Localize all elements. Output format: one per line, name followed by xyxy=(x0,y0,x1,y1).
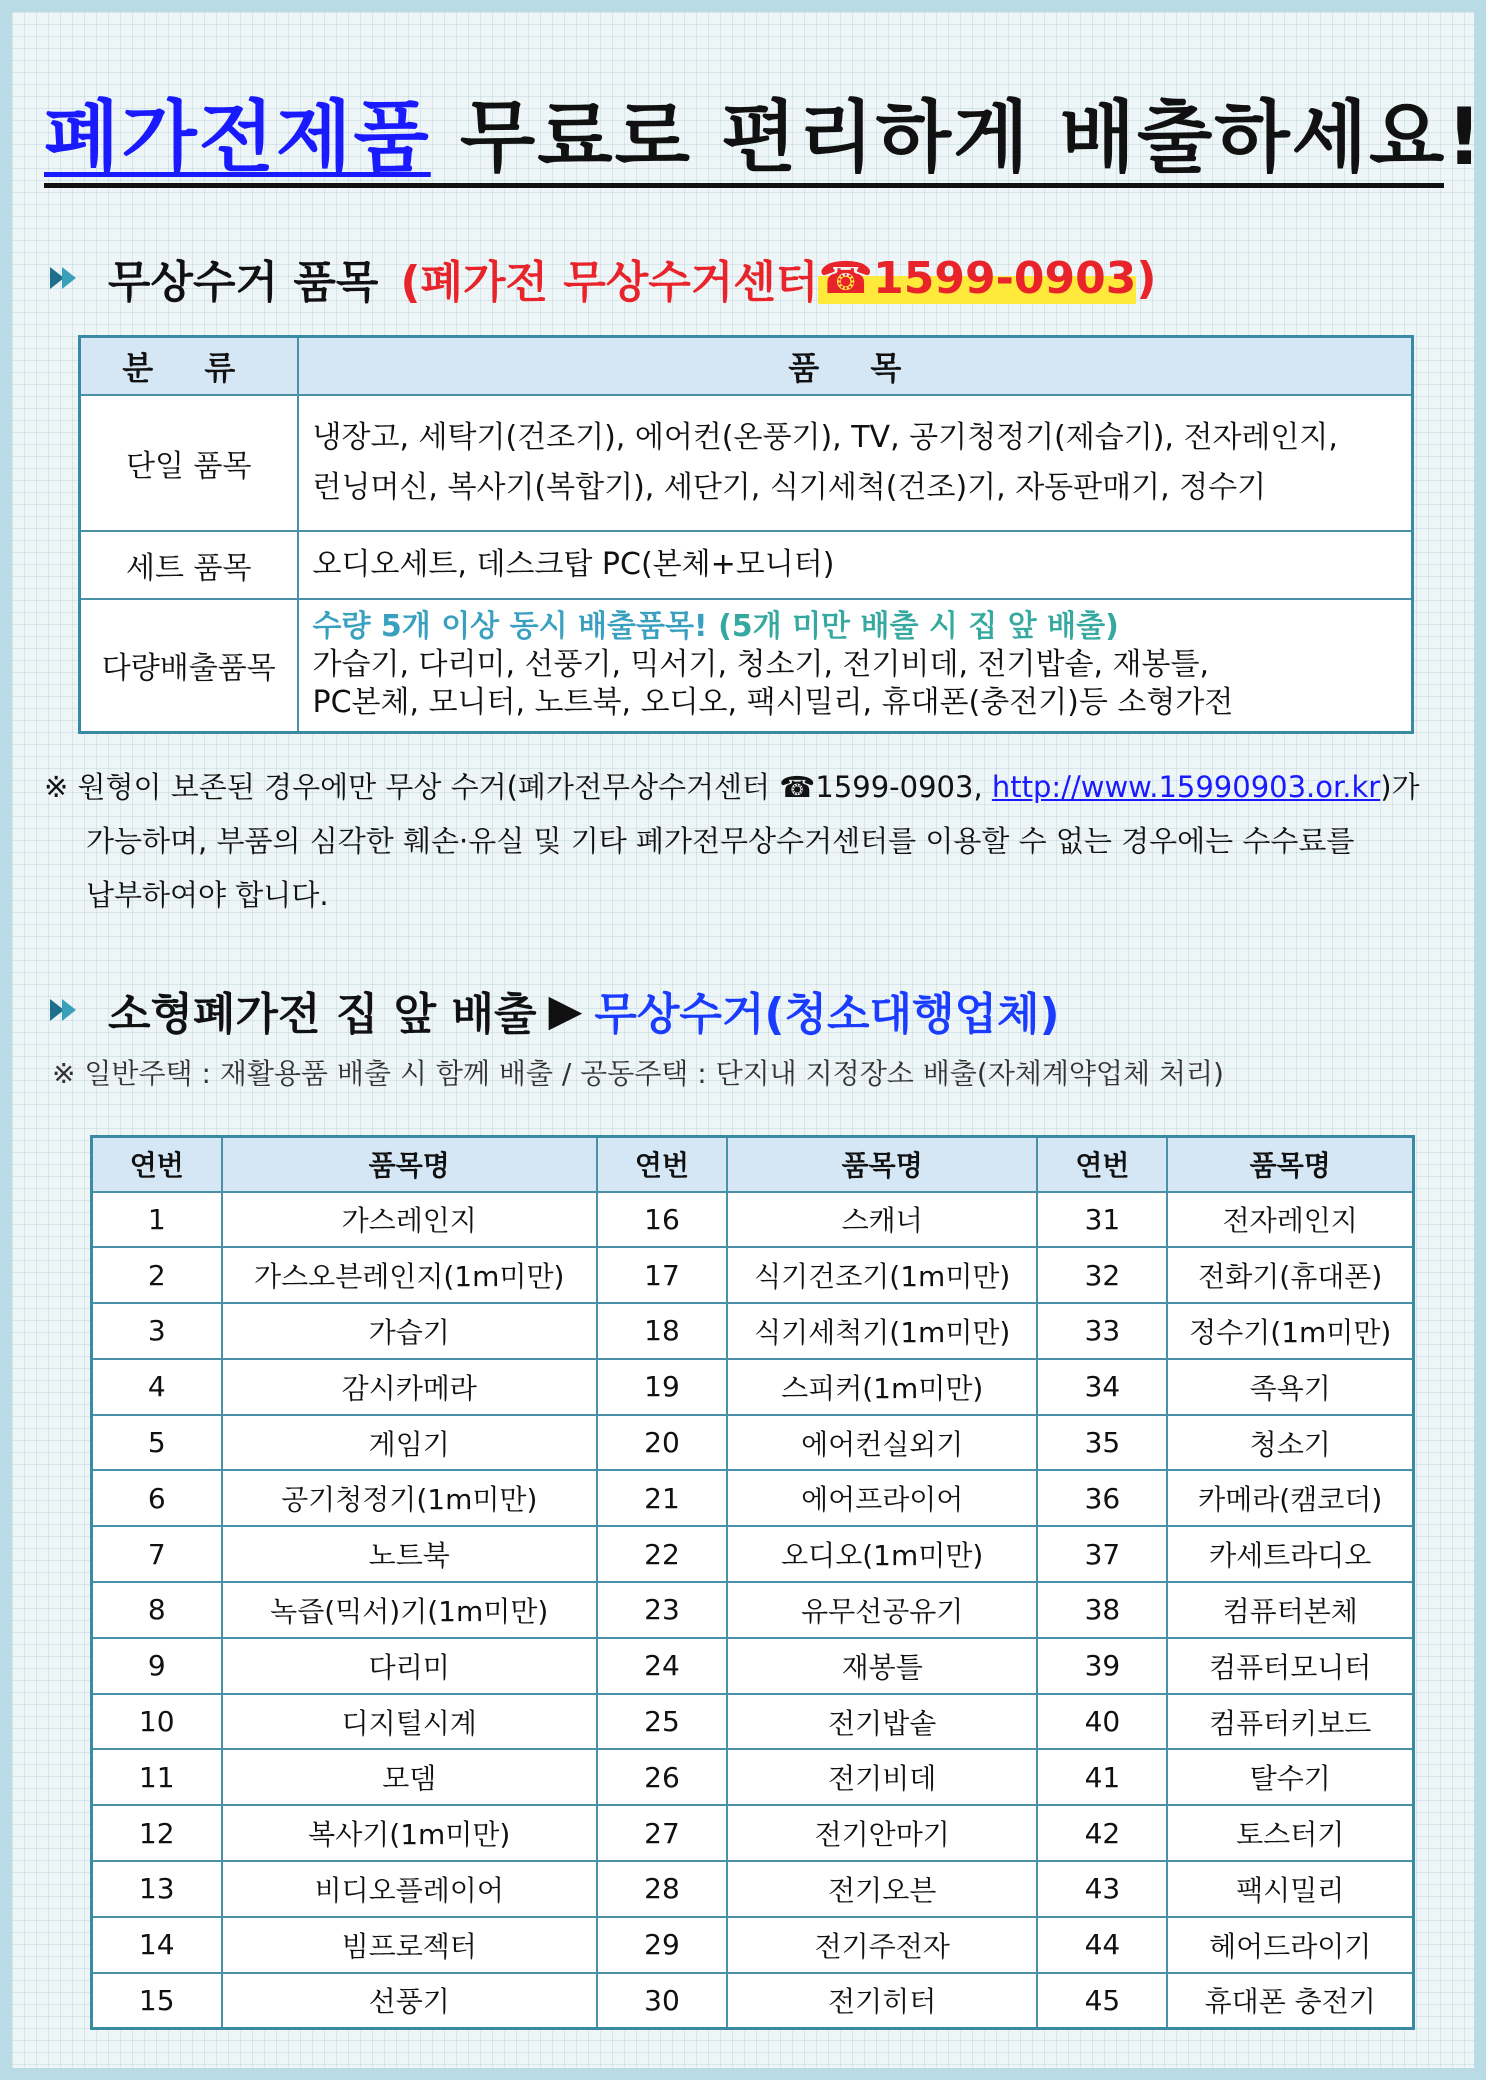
center-phone: 1599-0903 xyxy=(873,252,1137,304)
item-number: 40 xyxy=(1037,1694,1167,1750)
table-row xyxy=(92,1694,1414,1750)
section2-heading xyxy=(48,980,1060,1040)
section2-highlight: 무상수거(청소대행업체) xyxy=(594,989,1060,1040)
item-number: 11 xyxy=(92,1749,222,1805)
item-name: 팩시밀리 xyxy=(1167,1861,1413,1917)
table-row xyxy=(92,1582,1414,1638)
item-number: 16 xyxy=(597,1192,727,1248)
small-appliance-table xyxy=(90,1135,1415,2030)
item-name: 가습기 xyxy=(222,1303,597,1359)
item-name: 정수기(1m미만) xyxy=(1167,1303,1413,1359)
items-line: 냉장고, 세탁기(건조기), 에어컨(온풍기), TV, 공기청정기(제습기), 전자레인지, xyxy=(312,419,1338,455)
item-number: 32 xyxy=(1037,1247,1167,1303)
item-number: 20 xyxy=(597,1415,727,1471)
bulk-note: (5개 미만 배출 시 집 앞 배출) xyxy=(707,609,1119,645)
item-number: 34 xyxy=(1037,1359,1167,1415)
item-name: 에어컨실외기 xyxy=(727,1415,1037,1471)
item-name: 전기밥솥 xyxy=(727,1694,1037,1750)
item-name: 유무선공유기 xyxy=(727,1582,1037,1638)
item-number: 41 xyxy=(1037,1749,1167,1805)
item-name: 오디오(1m미만) xyxy=(727,1526,1037,1582)
items-line: 런닝머신, 복사기(복합기), 세단기, 식기세척(건조)기, 자동판매기, 정수기 xyxy=(312,469,1267,505)
item-number: 38 xyxy=(1037,1582,1167,1638)
item-name: 탈수기 xyxy=(1167,1749,1413,1805)
item-name: 청소기 xyxy=(1167,1415,1413,1471)
items-cell xyxy=(298,395,1413,531)
item-name: 스피커(1m미만) xyxy=(727,1359,1037,1415)
items-line: 오디오세트, 데스크탑 PC(본체+모니터) xyxy=(312,546,835,582)
table1-header-category: 분 류 xyxy=(80,337,298,395)
item-name: 전기안마기 xyxy=(727,1805,1037,1861)
header-item-name: 품목명 xyxy=(1167,1137,1413,1192)
item-name: 디지털시계 xyxy=(222,1694,597,1750)
table-row xyxy=(92,1303,1414,1359)
item-name: 게임기 xyxy=(222,1415,597,1471)
table-row xyxy=(92,1805,1414,1861)
item-number: 2 xyxy=(92,1247,222,1303)
center-close-paren: ) xyxy=(1136,252,1157,304)
center-label: (폐가전 무상수거센터 xyxy=(400,257,819,308)
item-name: 모뎀 xyxy=(222,1749,597,1805)
table-row xyxy=(92,1861,1414,1917)
item-number: 33 xyxy=(1037,1303,1167,1359)
double-chevron-icon xyxy=(48,993,82,1027)
item-number: 10 xyxy=(92,1694,222,1750)
item-name: 전자레인지 xyxy=(1167,1192,1413,1248)
item-number: 22 xyxy=(597,1526,727,1582)
title-rest: 무료로 편리하게 배출하세요! xyxy=(430,93,1484,183)
play-arrow-icon: ▶ xyxy=(548,984,583,1036)
section1-title: 무상수거 품목 xyxy=(108,257,379,308)
items-cell xyxy=(298,599,1413,733)
item-number: 31 xyxy=(1037,1192,1167,1248)
center-link[interactable]: http://www.15990903.or.kr xyxy=(991,770,1381,804)
item-number: 5 xyxy=(92,1415,222,1471)
item-number: 3 xyxy=(92,1303,222,1359)
notice-text xyxy=(44,760,1464,922)
table1-header-items: 품 목 xyxy=(298,337,1413,395)
note-mark: ※ xyxy=(44,770,69,804)
item-name: 전기히터 xyxy=(727,1973,1037,2029)
item-number: 26 xyxy=(597,1749,727,1805)
title-highlight: 폐가전제품 xyxy=(44,93,431,183)
item-name: 식기세척기(1m미만) xyxy=(727,1303,1037,1359)
item-number: 19 xyxy=(597,1359,727,1415)
table-row xyxy=(92,1359,1414,1415)
table-row xyxy=(92,1638,1414,1694)
item-name: 빔프로젝터 xyxy=(222,1917,597,1973)
item-name: 다리미 xyxy=(222,1638,597,1694)
item-name: 헤어드라이기 xyxy=(1167,1917,1413,1973)
page-title xyxy=(44,88,1484,188)
item-name: 카메라(캠코더) xyxy=(1167,1470,1413,1526)
section2-subnote: ※ 일반주택 : 재활용품 배출 시 함께 배출 / 공동주택 : 단지내 지정장소 배출(자체계약업체 처리) xyxy=(52,1057,1224,1090)
item-number: 17 xyxy=(597,1247,727,1303)
item-number: 21 xyxy=(597,1470,727,1526)
item-name: 가스레인지 xyxy=(222,1192,597,1248)
header-item-name: 품목명 xyxy=(727,1137,1037,1192)
item-name: 재봉틀 xyxy=(727,1638,1037,1694)
note-part1: 원형이 보존된 경우에만 무상 수거(폐가전무상수거센터 ☎1599-0903, xyxy=(68,770,992,804)
item-number: 36 xyxy=(1037,1470,1167,1526)
item-number: 14 xyxy=(92,1917,222,1973)
item-number: 27 xyxy=(597,1805,727,1861)
item-name: 식기건조기(1m미만) xyxy=(727,1247,1037,1303)
item-name: 스캐너 xyxy=(727,1192,1037,1248)
double-chevron-icon xyxy=(48,261,82,295)
item-number: 45 xyxy=(1037,1973,1167,2029)
item-name: 공기청정기(1m미만) xyxy=(222,1470,597,1526)
item-name: 선풍기 xyxy=(222,1973,597,2029)
note-line3: 납부하여야 합니다. xyxy=(86,878,329,912)
category-cell: 세트 품목 xyxy=(80,531,298,599)
item-name: 전기주전자 xyxy=(727,1917,1037,1973)
item-number: 44 xyxy=(1037,1917,1167,1973)
item-number: 25 xyxy=(597,1694,727,1750)
item-name: 전기비데 xyxy=(727,1749,1037,1805)
items-line: 가습기, 다리미, 선풍기, 믹서기, 청소기, 전기비데, 전기밥솥, 재봉틀, xyxy=(312,647,1210,683)
category-cell: 다량배출품목 xyxy=(80,599,298,733)
header-number: 연번 xyxy=(92,1137,222,1192)
header-number: 연번 xyxy=(597,1137,727,1192)
item-number: 13 xyxy=(92,1861,222,1917)
item-name: 족욕기 xyxy=(1167,1359,1413,1415)
item-number: 7 xyxy=(92,1526,222,1582)
category-cell: 단일 품목 xyxy=(80,395,298,531)
item-number: 9 xyxy=(92,1638,222,1694)
table-row xyxy=(92,1415,1414,1471)
items-line: PC본체, 모니터, 노트북, 오디오, 팩시밀리, 휴대폰(충전기)등 소형가전 xyxy=(312,685,1234,721)
item-name: 노트북 xyxy=(222,1526,597,1582)
header-item-name: 품목명 xyxy=(222,1137,597,1192)
table-row xyxy=(92,1247,1414,1303)
item-name: 카세트라디오 xyxy=(1167,1526,1413,1582)
item-number: 8 xyxy=(92,1582,222,1638)
item-number: 37 xyxy=(1037,1526,1167,1582)
item-number: 1 xyxy=(92,1192,222,1248)
item-name: 전기오븐 xyxy=(727,1861,1037,1917)
item-name: 녹즙(믹서)기(1m미만) xyxy=(222,1582,597,1638)
item-name: 휴대폰 충전기 xyxy=(1167,1973,1413,2029)
item-name: 토스터기 xyxy=(1167,1805,1413,1861)
header-number: 연번 xyxy=(1037,1137,1167,1192)
table-row xyxy=(92,1470,1414,1526)
item-number: 42 xyxy=(1037,1805,1167,1861)
item-number: 35 xyxy=(1037,1415,1167,1471)
note-part2: )가 xyxy=(1380,770,1420,804)
table-row xyxy=(92,1526,1414,1582)
item-name: 컴퓨터모니터 xyxy=(1167,1638,1413,1694)
item-number: 6 xyxy=(92,1470,222,1526)
item-name: 비디오플레이어 xyxy=(222,1861,597,1917)
item-number: 18 xyxy=(597,1303,727,1359)
item-number: 12 xyxy=(92,1805,222,1861)
item-name: 컴퓨터본체 xyxy=(1167,1582,1413,1638)
section2-title: 소형폐가전 집 앞 배출 xyxy=(108,989,537,1040)
bulk-highlight: 수량 5개 이상 동시 배출품목! xyxy=(312,609,708,645)
item-number: 24 xyxy=(597,1638,727,1694)
item-number: 23 xyxy=(597,1582,727,1638)
phone-icon: ☎ xyxy=(818,252,874,304)
table-row xyxy=(92,1973,1414,2029)
item-name: 컴퓨터키보드 xyxy=(1167,1694,1413,1750)
item-name: 전화기(휴대폰) xyxy=(1167,1247,1413,1303)
item-number: 39 xyxy=(1037,1638,1167,1694)
item-number: 15 xyxy=(92,1973,222,2029)
item-number: 29 xyxy=(597,1917,727,1973)
item-name: 가스오븐레인지(1m미만) xyxy=(222,1247,597,1303)
table-row xyxy=(92,1749,1414,1805)
items-cell xyxy=(298,531,1413,599)
item-name: 감시카메라 xyxy=(222,1359,597,1415)
item-number: 30 xyxy=(597,1973,727,2029)
free-collection-table xyxy=(78,335,1414,734)
section1-heading xyxy=(48,248,1156,308)
table-row xyxy=(92,1192,1414,1248)
item-number: 43 xyxy=(1037,1861,1167,1917)
item-number: 4 xyxy=(92,1359,222,1415)
item-name: 에어프라이어 xyxy=(727,1470,1037,1526)
item-name: 복사기(1m미만) xyxy=(222,1805,597,1861)
item-number: 28 xyxy=(597,1861,727,1917)
note-line2: 가능하며, 부품의 심각한 훼손·유실 및 기타 폐가전무상수거센터를 이용할 수 없는 경우에는 수수료를 xyxy=(86,824,1355,858)
table-row xyxy=(92,1917,1414,1973)
